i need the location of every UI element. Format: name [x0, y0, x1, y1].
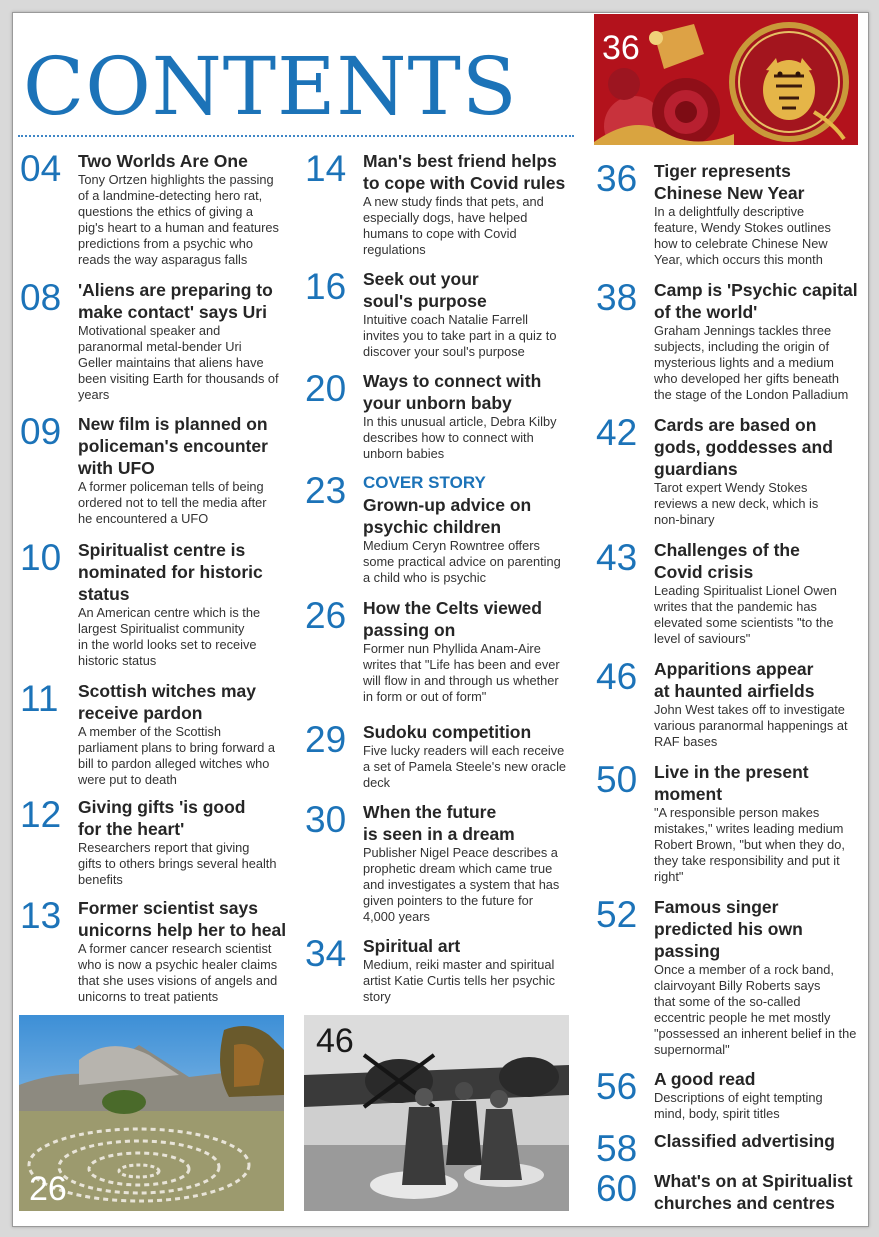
entry-description: A former cancer research scientist who is now a psychic healer claims that she uses visions of angels and unicorns to treat patients — [78, 941, 278, 1004]
entry-page-number: 60 — [596, 1168, 638, 1209]
entry-page-number: 58 — [596, 1128, 638, 1169]
entry-headline: Spiritualist centre is nominated for historic status — [78, 540, 263, 604]
entry-headline: Ways to connect with your unborn baby — [363, 371, 542, 413]
entry-page-number: 04 — [20, 148, 62, 189]
dotted-divider — [18, 135, 574, 137]
entry-description: In a delightfully descriptive feature, Wendy Stokes outlines how to celebrate Chinese New Year, which occurs this month — [654, 204, 831, 267]
entry-page-number: 13 — [20, 895, 62, 936]
entry-page-number: 46 — [596, 656, 638, 697]
stone-circle-page-number: 26 — [29, 1170, 67, 1208]
entry-page-number: 12 — [20, 794, 62, 835]
entry-description: Motivational speaker and paranormal metal-bender Uri Geller maintains that aliens have been visiting Earth for thousands of years — [78, 323, 279, 402]
entry-description: Medium Ceryn Rowntree offers some practical advice on parenting a child who is psychic — [363, 538, 561, 585]
entry-page-number: 23 — [305, 470, 347, 511]
entry-headline: 'Aliens are preparing to make contact' says Uri — [78, 280, 273, 322]
entry-description: In this unusual article, Debra Kilby describes how to connect with unborn babies — [363, 414, 557, 461]
entry-description: Former nun Phyllida Anam-Aire writes that "Life has been and ever will flow in and through us whether in form or out of form" — [363, 641, 560, 704]
entry-headline: When the future is seen in a dream — [363, 802, 515, 844]
entry-headline: Scottish witches may receive pardon — [78, 681, 256, 723]
entry-headline: Camp is 'Psychic capital of the world' — [654, 280, 858, 322]
cover-story-label: COVER STORY — [363, 473, 486, 492]
entry-description: Intuitive coach Natalie Farrell invites you to take part in a quiz to discover your soul's purpose — [363, 312, 557, 359]
entry-headline: New film is planned on policeman's encounter with UFO — [78, 414, 268, 478]
entry-headline: Grown-up advice on psychic children — [363, 495, 532, 537]
entry-page-number: 42 — [596, 412, 638, 453]
entry-description: A former policeman tells of being ordered not to tell the media after he encountered a UFO — [78, 479, 267, 526]
entry-page-number: 56 — [596, 1066, 638, 1107]
entry-description: Researchers report that giving gifts to others brings several health benefits — [78, 840, 277, 887]
entry-headline: Two Worlds Are One — [78, 151, 248, 171]
entry-headline: Cards are based on gods, goddesses and guardians — [654, 415, 833, 479]
entry-headline: How the Celts viewed passing on — [363, 598, 542, 640]
tiger-page-number: 36 — [602, 29, 640, 67]
entry-page-number: 34 — [305, 933, 347, 974]
entry-headline: Apparitions appear at haunted airfields — [654, 659, 815, 701]
entry-description: "A responsible person makes mistakes," writes leading medium Robert Brown, "but when they do, they take responsibility and put it right" — [654, 805, 845, 884]
entry-description: A member of the Scottish parliament plans to bring forward a bill to pardon alleged witches who were put to death — [78, 724, 276, 787]
entry-headline: Seek out your soul's purpose — [363, 269, 487, 311]
entry-page-number: 20 — [305, 368, 347, 409]
entry-description: Tony Ortzen highlights the passing of a landmine-detecting hero rat, questions the ethics of giving a pig's heart to a human and features predictions from a psychic who reads the way asparagus falls — [78, 172, 279, 267]
entry-description: An American centre which is the largest Spiritualist community in the world looks set to receive historic status — [78, 605, 261, 668]
entry-headline: A good read — [654, 1069, 756, 1089]
entry-description: Tarot expert Wendy Stokes reviews a new deck, which is non-binary — [654, 480, 819, 527]
entry-headline: Challenges of the Covid crisis — [654, 540, 800, 582]
entry-headline: Classified advertising — [654, 1131, 835, 1151]
entry-description: John West takes off to investigate various paranormal happenings at RAF bases — [654, 702, 848, 749]
entry-page-number: 38 — [596, 277, 638, 318]
entry-description: Five lucky readers will each receive a set of Pamela Steele's new oracle deck — [363, 743, 567, 790]
entry-description: Descriptions of eight tempting mind, body, spirit titles — [654, 1090, 823, 1121]
entry-headline: Spiritual art — [363, 936, 461, 956]
entry-description: Leading Spiritualist Lionel Owen writes that the pandemic has elevated some scientists "to the level of saviours" — [654, 583, 837, 646]
entry-headline: Live in the present moment — [654, 762, 809, 804]
entry-page-number: 26 — [305, 595, 347, 636]
entry-description: Once a member of a rock band, clairvoyant Billy Roberts says that some of the so-called eccentric people he met mostly "possessed an inherent belief in the supernormal" — [654, 962, 857, 1057]
entry-headline: Tiger represents Chinese New Year — [654, 161, 805, 203]
entry-page-number: 09 — [20, 411, 62, 452]
entry-headline: Giving gifts 'is good for the heart' — [78, 797, 246, 839]
stone-circle-photo[interactable] — [19, 1015, 284, 1211]
entry-headline: Sudoku competition — [363, 722, 532, 742]
entry-headline: What's on at Spiritualist churches and centres — [654, 1171, 853, 1213]
entry-headline: Famous singer predicted his own passing — [654, 897, 803, 961]
entry-description: Publisher Nigel Peace describes a prophetic dream which came true and investigates a system that has given pointers to the future for 4,000 years — [363, 845, 560, 924]
airmen-photo[interactable] — [304, 1015, 569, 1211]
entry-page-number: 50 — [596, 759, 638, 800]
entry-page-number: 36 — [596, 158, 638, 199]
entry-headline: Man's best friend helps to cope with Covid rules — [363, 151, 566, 193]
tiger-feature-image[interactable] — [594, 14, 858, 145]
entry-page-number: 14 — [305, 148, 347, 189]
entry-description: Medium, reiki master and spiritual artist Katie Curtis tells her psychic story — [363, 957, 556, 1004]
entry-description: Graham Jennings tackles three subjects, including the origin of mysterious lights and a medium who developed her gifts beneath the stage of the London Palladium — [654, 323, 849, 402]
entry-page-number: 16 — [305, 266, 347, 307]
airmen-page-number: 46 — [316, 1022, 354, 1060]
entry-page-number: 08 — [20, 277, 62, 318]
entry-page-number: 11 — [20, 678, 59, 719]
page-title: CONTENTS — [23, 40, 518, 133]
entry-page-number: 52 — [596, 894, 638, 935]
entry-page-number: 10 — [20, 537, 62, 578]
entry-page-number: 43 — [596, 537, 638, 578]
entry-page-number: 30 — [305, 799, 347, 840]
entry-page-number: 29 — [305, 719, 347, 760]
entry-description: A new study finds that pets, and especially dogs, have helped humans to cope with Covid regulations — [363, 194, 544, 257]
entry-headline: Former scientist says unicorns help her to heal — [78, 898, 287, 940]
